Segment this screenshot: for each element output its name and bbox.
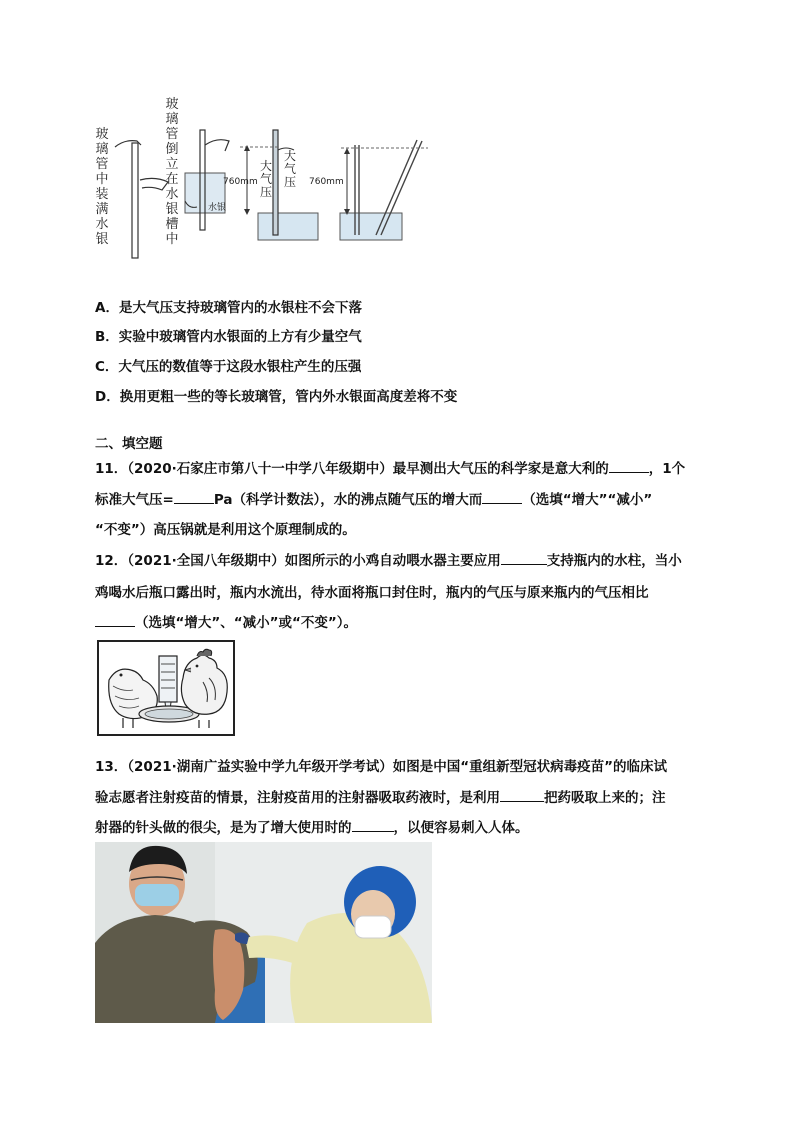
q11-line-2 bbox=[95, 488, 652, 508]
q13-line-1 bbox=[95, 755, 667, 775]
q11-text: Pa（科学计数法），水的沸点随气压的增大而 bbox=[213, 492, 483, 508]
q11-text: “不变”）高压锅就是利用这个原理制成的。 bbox=[95, 522, 356, 538]
q13-text: 射器的针头做的很尖，是为了增大使用时的 bbox=[95, 820, 352, 836]
vertical-char: 玻 bbox=[165, 97, 179, 112]
vaccination-photo bbox=[95, 842, 432, 1023]
q13-text: 把药吸取上来的；注 bbox=[544, 790, 666, 806]
step1-label bbox=[95, 127, 109, 247]
q13-text: 验志愿者注射疫苗的情景，注射疫苗用的注射器吸取药液时，是利用 bbox=[95, 790, 500, 806]
vertical-char: 槽 bbox=[165, 217, 179, 232]
vertical-char: 倒 bbox=[165, 142, 179, 157]
height-label-2: 760mm bbox=[309, 177, 344, 187]
vertical-char: 管 bbox=[95, 157, 109, 172]
answer-blank[interactable] bbox=[174, 491, 214, 504]
vertical-char: 璃 bbox=[95, 142, 109, 157]
step2-label bbox=[165, 97, 179, 247]
vertical-char: 气 bbox=[260, 172, 273, 186]
q12-line-2 bbox=[95, 581, 649, 601]
option-text: 换用更粗一些的等长玻璃管，管内外水银面高度差将不变 bbox=[119, 389, 458, 405]
q12-text: （选填“增大”、“减小”或“不变”）。 bbox=[135, 615, 357, 631]
vertical-char: 压 bbox=[284, 175, 297, 189]
vertical-char: 中 bbox=[95, 172, 109, 187]
option-b bbox=[95, 325, 362, 345]
option-a bbox=[95, 296, 362, 316]
answer-blank[interactable] bbox=[500, 789, 544, 802]
answer-blank[interactable] bbox=[352, 819, 394, 832]
answer-blank[interactable] bbox=[482, 491, 522, 504]
vertical-char: 水 bbox=[95, 217, 109, 232]
option-letter: A． bbox=[95, 300, 119, 316]
vertical-char: 水 bbox=[165, 187, 179, 202]
vertical-char: 璃 bbox=[165, 112, 179, 127]
vertical-char: 玻 bbox=[95, 127, 109, 142]
option-letter: C． bbox=[95, 359, 119, 375]
answer-blank[interactable] bbox=[609, 460, 649, 473]
atm-label-right bbox=[284, 150, 296, 189]
q11-line-3 bbox=[95, 518, 356, 538]
q12-text: 12．（2021·全国八年级期中）如图所示的小鸡自动喂水器主要应用 bbox=[95, 553, 501, 569]
answer-blank[interactable] bbox=[501, 552, 547, 565]
torricelli-figure bbox=[95, 95, 435, 270]
q13-text: 13．（2021·湖南广益实验中学九年级开学考试）如图是中国“重组新型冠状病毒疫苗”的临床试 bbox=[95, 759, 667, 775]
option-letter: B． bbox=[95, 329, 119, 345]
vertical-char: 满 bbox=[95, 202, 109, 217]
vertical-char: 大 bbox=[284, 149, 297, 163]
option-text: 实验中玻璃管内水银面的上方有少量空气 bbox=[118, 329, 362, 345]
q12-line-1 bbox=[95, 549, 682, 569]
vertical-char: 大 bbox=[260, 159, 273, 173]
option-d bbox=[95, 385, 457, 405]
atm-label-left bbox=[260, 160, 272, 199]
answer-blank[interactable] bbox=[95, 614, 135, 627]
option-letter: D． bbox=[95, 389, 120, 405]
q11-text: 标准大气压= bbox=[95, 492, 174, 508]
height-label-1: 760mm bbox=[223, 177, 258, 187]
vertical-char: 银 bbox=[165, 202, 179, 217]
q11-text: 11．（2020·石家庄市第八十一中学八年级期中）最早测出大气压的科学家是意大利的 bbox=[95, 461, 609, 477]
chicken-waterer-drawing bbox=[99, 642, 233, 734]
q11-line-1 bbox=[95, 457, 685, 477]
option-text: 大气压的数值等于这段水银柱产生的压强 bbox=[118, 359, 362, 375]
vertical-char: 中 bbox=[165, 232, 179, 247]
q12-text: 支持瓶内的水柱，当小 bbox=[546, 553, 682, 569]
q11-text: ，1个 bbox=[648, 461, 686, 477]
vertical-char: 管 bbox=[165, 127, 179, 142]
q13-line-3 bbox=[95, 816, 529, 836]
option-c bbox=[95, 355, 361, 375]
vertical-char: 银 bbox=[95, 232, 109, 247]
vertical-char: 气 bbox=[284, 162, 297, 176]
q13-line-2 bbox=[95, 786, 666, 806]
vertical-char: 立 bbox=[165, 157, 179, 172]
q13-text: ，以便容易刺入人体。 bbox=[393, 820, 529, 836]
q12-line-3 bbox=[95, 611, 357, 631]
chicken-waterer-figure bbox=[97, 640, 235, 736]
vaccination-illustration bbox=[95, 842, 432, 1023]
section-title: 二、填空题 bbox=[95, 436, 163, 452]
q12-text: 鸡喝水后瓶口露出时，瓶内水流出，待水面将瓶口封住时，瓶内的气压与原来瓶内的气压相比 bbox=[95, 585, 649, 601]
q11-text: （选填“增大”“减小” bbox=[522, 492, 653, 508]
mercury-label: 水银 bbox=[208, 203, 227, 213]
vertical-char: 装 bbox=[95, 187, 109, 202]
vertical-char: 在 bbox=[165, 172, 179, 187]
vertical-char: 压 bbox=[260, 185, 273, 199]
option-text: 是大气压支持玻璃管内的水银柱不会下落 bbox=[118, 300, 362, 316]
